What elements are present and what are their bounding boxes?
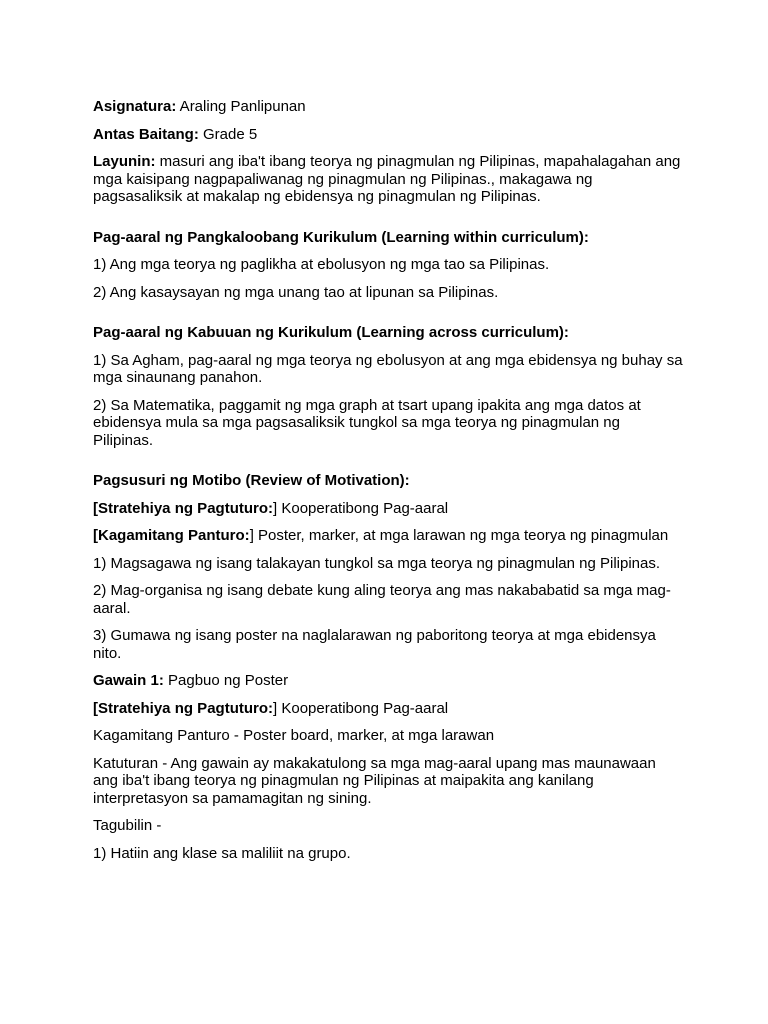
- gawain-line: Gawain 1: Pagbuo ng Poster: [93, 672, 289, 689]
- layunin-label: Layunin:: [93, 153, 156, 170]
- asignatura-value: Araling Panlipunan: [176, 98, 306, 115]
- document-page: [93, 98, 683, 872]
- motibo-item-1: 1) Magsagawa ng isang talakayan tungkol sa mga teorya ng pinagmulan ng Pilipinas.: [93, 554, 661, 572]
- antas-label: Antas Baitang:: [93, 125, 199, 143]
- within-heading: Pag-aaral ng Pangkaloobang Kurikulum (Learning within curriculum):: [93, 228, 589, 246]
- gawain-katuturan: Katuturan - Ang gawain ay makakatulong sa mga mag-aaral upang mas maunawaan ang iba't ibang teorya ng pinagmulan ng Pilipinas at maipakita ang kanilang interpretasyon sa pamamagitan ng sining.: [93, 754, 656, 807]
- motibo-strategy: [Stratehiya ng Pagtuturo:] Kooperatibong Pag-aaral: [93, 499, 449, 517]
- antas-line: [93, 126, 683, 144]
- antas-value: Grade 5: [198, 125, 258, 143]
- gawain-tagubilin: Tagubilin -: [93, 817, 162, 834]
- motibo-materials: [Kagamitang Panturo:] Poster, marker, at mga larawan ng mga teorya ng pinagmulan: [93, 527, 669, 544]
- asignatura-label: Asignatura:: [93, 98, 177, 115]
- layunin-line: [93, 153, 683, 206]
- motibo-item-3: 3) Gumawa ng isang poster na naglalarawan ng paboritong teorya at mga ebidensya nito.: [93, 627, 656, 662]
- gawain-step-1: 1) Hatiin ang klase sa maliliit na grupo.: [93, 844, 351, 862]
- layunin-value: masuri ang iba't ibang teorya ng pinagmulan ng Pilipinas, mapahalagahan ang mga kaisipang nagpapaliwanag ng pinagmulan ng Pilipinas., makagawa ng pagsasaliksik at makalap ng ebidensya ng pinagmulan ng Pilipinas.: [93, 153, 681, 205]
- across-item-2: 2) Sa Matematika, paggamit ng mga graph at tsart upang ipakita ang mga datos at ebidensya mula sa mga pagsasaliksik tungkol sa mga teorya ng pinagmulan ng Pilipinas.: [93, 396, 641, 449]
- gawain-strategy: [Stratehiya ng Pagtuturo:] Kooperatibong Pag-aaral: [93, 699, 449, 717]
- motibo-heading: Pagsusuri ng Motibo (Review of Motivation):: [93, 472, 410, 489]
- asignatura-line: [93, 98, 683, 116]
- motibo-item-2: 2) Mag-organisa ng isang debate kung aling teorya ang mas nakababatid sa mga mag-aaral.: [93, 582, 671, 617]
- across-item-1: 1) Sa Agham, pag-aaral ng mga teorya ng ebolusyon at ang mga ebidensya ng buhay sa mga sinaunang panahon.: [93, 351, 683, 386]
- within-item-1: 1) Ang mga teorya ng paglikha at ebolusyon ng mga tao sa Pilipinas.: [93, 256, 550, 273]
- across-heading: Pag-aaral ng Kabuuan ng Kurikulum (Learning across curriculum):: [93, 324, 569, 341]
- gawain-materials: Kagamitang Panturo - Poster board, marker, at mga larawan: [93, 727, 495, 744]
- within-item-2: 2) Ang kasaysayan ng mga unang tao at lipunan sa Pilipinas.: [93, 283, 499, 301]
